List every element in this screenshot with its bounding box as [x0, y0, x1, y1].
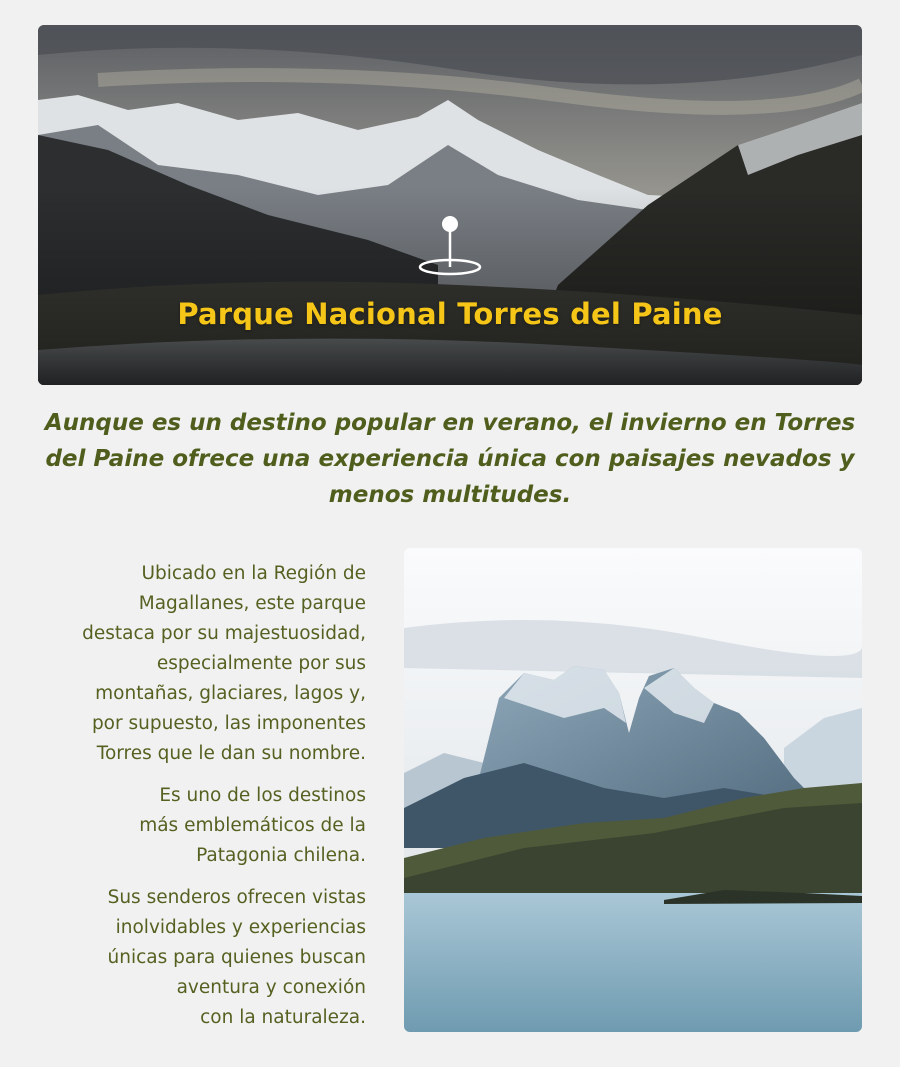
location-pin-icon: [418, 213, 482, 277]
hero-banner: [38, 25, 862, 385]
body-paragraph: Sus senderos ofrecen vistas inolvidables y experiencias únicas para quienes buscan aventura y conexión con la naturaleza.: [107, 887, 366, 1028]
body-text-column: [40, 559, 366, 1045]
body-paragraph: Es uno de los destinos más emblemáticos de la Patagonia chilena.: [139, 785, 366, 866]
torres-photo: [404, 548, 862, 1032]
body-paragraph: Ubicado en la Región de Magallanes, este parque destaca por su majestuosidad, especialmente por sus montañas, glaciares, lagos y, por supuesto, las imponentes Torres que le dan su nombre.: [82, 563, 366, 764]
hero-mountain-image: [38, 25, 862, 385]
intro-text: Aunque es un destino popular en verano, el invierno en Torres del Paine ofrece una experiencia única con paisajes nevados y menos multitudes.: [44, 410, 856, 508]
hero-title: Parque Nacional Torres del Paine: [177, 297, 723, 331]
torres-mountain-image: [404, 548, 862, 1032]
